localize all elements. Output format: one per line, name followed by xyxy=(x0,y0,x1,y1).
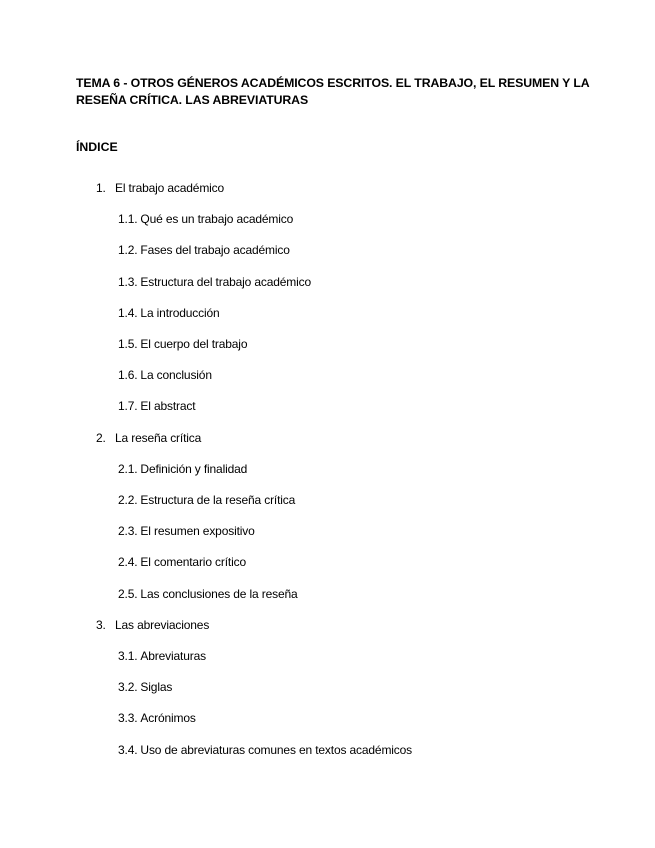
toc-subsection-item xyxy=(118,461,247,477)
toc-item-number: 3.2. xyxy=(118,680,138,694)
toc-item-text: Fases del trabajo académico xyxy=(140,243,290,257)
toc-subsection-item xyxy=(118,274,311,290)
toc-item-text: El abstract xyxy=(140,399,196,413)
toc-item-number: 1.1. xyxy=(118,212,138,226)
toc-item-text: La reseña crítica xyxy=(115,431,202,445)
toc-item-text: Las conclusiones de la reseña xyxy=(140,587,298,601)
index-heading: ÍNDICE xyxy=(76,140,118,154)
toc-item-number: 2. xyxy=(96,431,106,445)
toc-subsection-item xyxy=(118,305,220,321)
toc-subsection-item xyxy=(118,586,298,602)
toc-item-number: 3.4. xyxy=(118,743,138,757)
toc-subsection-item xyxy=(118,398,195,414)
toc-subsection-item xyxy=(118,492,295,508)
toc-item-number: 3.1. xyxy=(118,649,138,663)
toc-item-number: 1.2. xyxy=(118,243,138,257)
toc-item-text: El comentario crítico xyxy=(140,555,246,569)
toc-subsection-item xyxy=(118,367,212,383)
toc-item-text: Qué es un trabajo académico xyxy=(140,212,294,226)
toc-subsection-item xyxy=(118,242,290,258)
toc-subsection-item xyxy=(118,679,172,695)
toc-item-number: 1.3. xyxy=(118,275,138,289)
toc-item-number: 1.7. xyxy=(118,399,138,413)
toc-subsection-item xyxy=(118,523,255,539)
toc-section-item xyxy=(96,617,209,633)
toc-item-number: 3.3. xyxy=(118,711,138,725)
toc-item-number: 1. xyxy=(96,181,106,195)
toc-section-item xyxy=(96,430,201,446)
toc-item-text: Uso de abreviaturas comunes en textos académicos xyxy=(140,743,413,757)
toc-item-number: 2.3. xyxy=(118,524,138,538)
toc-item-text: Las abreviaciones xyxy=(115,618,210,632)
toc-item-text: Acrónimos xyxy=(140,711,196,725)
toc-item-number: 2.5. xyxy=(118,587,138,601)
toc-subsection-item xyxy=(118,648,206,664)
document-title-line-2: RESEÑA CRÍTICA. LAS ABREVIATURAS xyxy=(76,93,309,107)
toc-item-text: La conclusión xyxy=(140,368,212,382)
toc-subsection-item xyxy=(118,742,412,758)
toc-item-text: Siglas xyxy=(140,680,173,694)
toc-subsection-item xyxy=(118,211,293,227)
toc-subsection-item xyxy=(118,336,247,352)
toc-subsection-item xyxy=(118,710,196,726)
toc-subsection-item xyxy=(118,554,246,570)
toc-item-text: Abreviaturas xyxy=(140,649,206,663)
toc-item-number: 2.2. xyxy=(118,493,138,507)
toc-item-text: Definición y finalidad xyxy=(140,462,248,476)
toc-item-number: 2.1. xyxy=(118,462,138,476)
toc-item-number: 1.4. xyxy=(118,306,138,320)
toc-item-text: Estructura del trabajo académico xyxy=(140,275,312,289)
toc-item-text: El resumen expositivo xyxy=(140,524,255,538)
toc-item-text: La introducción xyxy=(140,306,220,320)
toc-section-item xyxy=(96,180,224,196)
toc-item-number: 2.4. xyxy=(118,555,138,569)
toc-item-text: El cuerpo del trabajo xyxy=(140,337,248,351)
toc-item-text: El trabajo académico xyxy=(115,181,225,195)
document-title-line-1: TEMA 6 - OTROS GÉNEROS ACADÉMICOS ESCRITOS. EL TRABAJO, EL RESUMEN Y LA xyxy=(76,76,590,90)
toc-item-number: 1.5. xyxy=(118,337,138,351)
toc-item-number: 1.6. xyxy=(118,368,138,382)
toc-item-number: 3. xyxy=(96,618,106,632)
toc-item-text: Estructura de la reseña crítica xyxy=(140,493,296,507)
